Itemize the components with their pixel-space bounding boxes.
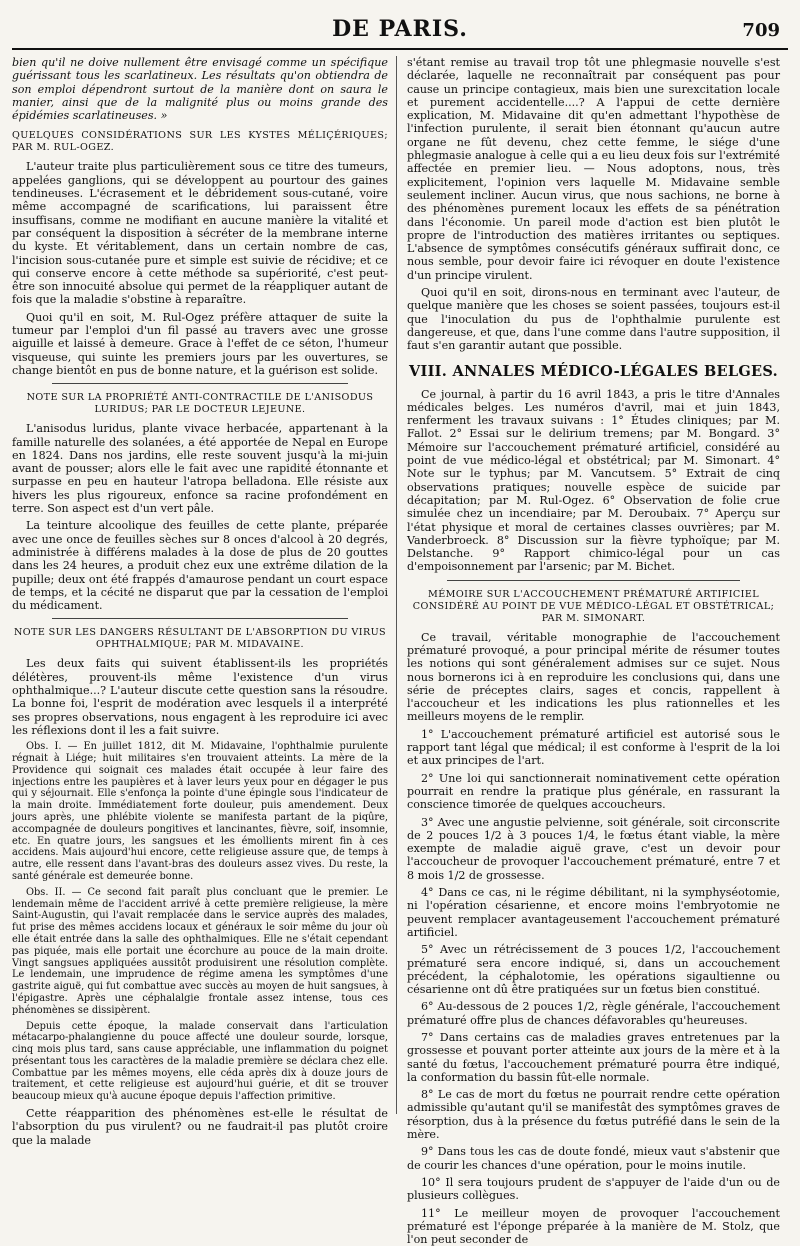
paragraph: Quoi qu'il en soit, M. Rul-Ogez préfère attaquer de suite la tumeur par l'emploi d'un fil passé au travers avec une grosse aiguille et laissé à demeure. Grace à l'effet de ce séton, l'humeur visqueuse, qui suinte les premiers jours par les ouvertures, se change bientôt en pus de bonne nature, et la guérison est solide. (12, 310, 388, 377)
section-heading: NOTE SUR LA PROPRIÉTÉ ANTI-CONTRACTILE DE L'ANISODUS LURIDUS; PAR LE DOCTEUR LEJEUNE. (26, 392, 374, 416)
running-header (12, 10, 788, 50)
list-item: 1° L'accouchement prématuré artificiel est autorisé sous le rapport tant légal que médical; il est conforme à l'esprit de la loi et aux principes de l'art. (407, 727, 780, 768)
list-item: 10° Il sera toujours prudent de s'appuyer de l'aide d'un ou de plusieurs collègues. (407, 1175, 780, 1203)
list-item: 5° Avec un rétrécissement de 3 pouces 1/2, l'accouchement prématuré sera encore indiqué, si, dans un accouchement précédent, la céphalotomie, les opérations sigaultienne ou césarienne ont dû être pratiquées sur un fœtus bien constitué. (407, 943, 780, 997)
chapter-heading: VIII. ANNALES MÉDICO-LÉGALES BELGES. (408, 362, 779, 380)
section-heading: NOTE SUR LES DANGERS RÉSULTANT DE L'ABSORPTION DU VIRUS OPHTHALMIQUE; PAR M. MIDAVAINE. (13, 627, 387, 651)
paragraph: Obs. II. — Ce second fait paraît plus concluant que le premier. Le lendemain même de l'accident arrivé à cette première religieuse, la mère Saint-Augustin, qui l'avait remplacée dans le service auprès des malades, fut prise des mêmes accidens locaux et généraux le soir même du jour où elle était entrée dans la salle des ophthalmiques. Elle ne s'était cependant pas piquée, mais elle portait une écorchure au pouce de la main droite. Vingt sangsues appliquées aussitôt produisirent une résolution complète. Le lendemain, une imprudence de régime amena les symptômes d'une gastrite aiguë, qui fut combattue avec succès au moyen de huit sangsues, à l'épigastre. Après une céphalalgie frontale assez intense, tous ces phénomènes se dissipèrent. (12, 886, 388, 1016)
divider (52, 383, 348, 384)
list-item: 3° Avec une angustie pelvienne, soit générale, soit circonscrite de 2 pouces 1/2 à 3 pouces 1/4, le fœtus étant viable, la mère exempte de maladie aiguë grave, c'est un devoir pour l'accoucheur de provoquer l'accouchement prématuré, entre 7 et 8 mois 1/2 de grossesse. (407, 815, 780, 882)
paragraph: Ce travail, véritable monographie de l'accouchement prématuré provoqué, a pour principal mérite de résumer toutes les notions qui sont généralement admises sur ce sujet. Nous nous bornerons ici à en reproduire les conclusions qui, dans une série de préceptes clairs, sages et concis, rappellent à l'accoucheur et les indications les plus rationnelles et les meilleurs moyens de le remplir. (407, 630, 780, 724)
paragraph: s'étant remise au travail trop tôt une phlegmasie nouvelle s'est déclarée, laquelle ne reconnaîtrait par conséquent pas pour cause un principe contagieux, mais bien une surexcitation locale et purement accidentelle....? A l'appui de cette dernière explication, M. Midavaine dit qu'en admettant l'hypothèse de l'infection purulente, il serait bien étonnant qu'aucun autre organe ne fût devenu, chez cette femme, le siége d'une phlegmasie analogue à celle qui a eu lieu deux fois sur l'extrémité affectée en premier lieu. — Nous adoptons, nous, très explicitement, l'opinion vers laquelle M. Midavaine semble seulement incliner. Aucun virus, que nous sachions, ne borne à des phénomènes purement locaux les effets de sa pénétration dans l'économie. Un pareil mode d'action est bien plutôt le propre de l'introduction des matières irritantes ou septiques. L'absence de symptômes consécutifs généraux suffirait donc, ce nous semble, pour devoir faire ici révoquer en doute l'existence d'un principe virulent. (407, 56, 780, 282)
paragraph: Depuis cette époque, la malade conservait dans l'articulation métacarpo-phalangienne du pouce affecté une douleur sourde, lorsque, cinq mois plus tard, sans cause appréciable, une inflammation du poignet présentant tous les caractères de la maladie première se déclara chez elle. Combattue par les mêmes moyens, elle céda après dix à douze jours de traitement, et cette religieuse est aujourd'hui guérie, et dit se trouver beaucoup mieux qu'à aucune époque depuis l'affection primitive. (12, 1020, 388, 1103)
running-title: DE PARIS. (332, 16, 468, 42)
divider (447, 580, 740, 581)
numbered-list (407, 728, 780, 1246)
right-column (396, 56, 780, 1246)
section-heading: QUELQUES CONSIDÉRATIONS SUR LES KYSTES MÉLIÇÉRIQUES; PAR M. RUL-OGEZ. (12, 130, 388, 154)
divider (52, 618, 348, 619)
list-item: 2° Une loi qui sanctionnerait nominativement cette opération pourrait en rendre la pratique plus générale, en rassurant la conscience timorée de quelques accoucheurs. (407, 771, 780, 812)
list-item: 6° Au-dessous de 2 pouces 1/2, règle générale, l'accouchement prématuré offre plus de chances défavorables qu'heureuses. (407, 1000, 780, 1027)
paragraph: Ce journal, à partir du 16 avril 1843, a pris le titre d'Annales médicales belges. Les numéros d'avril, mai et juin 1843, renferment les travaux suivans : 1° Études cliniques; par M. Fallot. 2° Essai sur le delirium tremens; par M. Bongard. 3° Mémoire sur l'accouchement prématuré artificiel, considéré au point de vue médico-légal et obstétrical; par M. Simonart. 4° Note sur le typhus; par M. Vancutsem. 5° Extrait de cinq observations pratiques; nouvelle espèce de suicide par décapitation; par M. Rul-Ogez. 6° Observation de folie crue simulée chez un incendiaire; par M. Deroubaix. 7° Aperçu sur l'état physique et moral de certaines classes ouvrières; par M. Vanderbroeck. 8° Discussion sur la fièvre typhoïque; par M. Delstanche. 9° Rapport chimico-légal pour un cas d'empoisonnement par l'arsenic; par M. Bichet. (407, 387, 780, 574)
paragraph: Obs. I. — En juillet 1812, dit M. Midavaine, l'ophthalmie purulente régnait à Liége; huit militaires s'en trouvaient atteints. La mère de la Providence qui soignait ces malades était occupée à leur faire des injections entre les paupières et à laver leurs yeux pour en dégager le pus qui y séjournait. Elle s'enfonça la pointe d'une épingle sous l'indicateur de la main droite. Immédiatement forte douleur, puis amendement. Deux jours après, une phlébite violente se manifesta partant de la piqûre, accompagnée de douleurs pongitives et lancinantes, fièvre, soif, insomnie, etc. En quatre jours, les sangsues et les émollients mirent fin à ces accidens. Mais aujourd'hui encore, cette religieuse assure que, de temps à autre, elle ressent dans l'avant-bras des douleurs assez vives. Du reste, la santé générale est demeurée bonne. (12, 741, 388, 882)
paragraph: Les deux faits qui suivent établissent-ils les propriétés délétères, prouvent-ils même l'existence d'un virus ophthalmique...? L'auteur discute cette question sans la résoudre. La bonne foi, l'esprit de modération avec lesquels il a interprété ses propres observations, nous engagent à les reproduire ici avec les réflexions dont il les a fait suivre. (12, 657, 388, 737)
section-heading: MÉMOIRE SUR L'ACCOUCHEMENT PRÉMATURÉ ARTIFICIEL CONSIDÉRÉ AU POINT DE VUE MÉDICO-LÉGAL ET OBSTÉTRICAL; PAR M. SIMONART. (412, 588, 775, 624)
paragraph: L'auteur traite plus particulièrement sous ce titre des tumeurs, appelées ganglions, qui se développent au pourtour des gaines tendineuses. L'écrasement et le débridement sous-cutané, voire même accompagné de scarifications, lui paraissent être insuffisans, comme ne modifiant en aucune manière la vitalité et par conséquent la disposition à sécréter de la membrane interne du kyste. Et véritablement, dans un certain nombre de cas, l'incision sous-cutanée pure et simple est suivie de récidive; et ce qui conserve encore à cette méthode sa supériorité, c'est peut-être son innocuité absolue qui permet de la réappliquer autant de fois que la maladie s'obstine à reparaître. (12, 160, 388, 307)
paragraph: bien qu'il ne doive nullement être envisagé comme un spécifique guérissant tous les scarlatineux. Les résultats qu'on obtiendra de son emploi dépendront surtout de la manière dont on saura le manier, ainsi que de la malignité plus ou moins grande des épidémies scarlatineuses. » (12, 56, 388, 123)
list-item: 9° Dans tous les cas de doute fondé, mieux vaut s'abstenir que de courir les chances d'une opération, pour le moins inutile. (407, 1145, 780, 1172)
paragraph: Cette réapparition des phénomènes est-elle le résultat de l'absorption du pus virulent? ou ne faudrait-il pas plutôt croire que la malade (12, 1107, 388, 1147)
paragraph: L'anisodus luridus, plante vivace herbacée, appartenant à la famille naturelle des solanées, a été apportée de Nepal en Europe en 1824. Dans nos jardins, elle reste souvent jusqu'à la mi-juin avant de pousser; alors elle le fait avec une rapidité étonnante et surpasse en peu en hauteur l'atropa belladona. Elle résiste aux hivers les plus rigoureux, enfonce sa racine profondément en terre. Son aspect est d'un vert pâle. (12, 422, 388, 516)
left-column (12, 56, 396, 1147)
list-item: 11° Le meilleur moyen de provoquer l'accouchement prématuré est l'éponge préparée à la manière de M. Stolz, que l'on peut seconder de (407, 1206, 780, 1246)
list-item: 7° Dans certains cas de maladies graves entretenues par la grossesse et pouvant porter atteinte aux jours de la mère et à la santé du fœtus, l'accouchement prématuré pourra être indiqué, la conformation du bassin fût-elle normale. (407, 1031, 780, 1084)
page-number: 709 (742, 20, 780, 41)
paragraph: Quoi qu'il en soit, dirons-nous en terminant avec l'auteur, de quelque manière que les choses se soient passées, toujours est-il que l'inoculation du pus de l'ophthalmie purulente est dangereuse, et que, dans l'une comme dans l'autre supposition, il faut s'en garantir autant que possible. (407, 286, 780, 353)
paragraph: La teinture alcoolique des feuilles de cette plante, préparée avec une once de feuilles sèches sur 8 onces d'alcool à 20 degrés, administrée à différens malades à la dose de plus de 20 gouttes dans les 24 heures, a produit chez eux une extrême dilation de la pupille; deux ont été frappés d'amaurose pendant un court espace de temps, et la cécité ne disparut que par la cessation de l'emploi du médicament. (12, 519, 388, 613)
list-item: 8° Le cas de mort du fœtus ne pourrait rendre cette opération admissible qu'autant qu'il se manifestât des symptômes graves de résorption, dus à la présence du fœtus putréfié dans le sein de la mère. (407, 1088, 780, 1142)
list-item: 4° Dans ce cas, ni le régime débilitant, ni la symphyséotomie, ni l'opération césarienne, et encore moins l'embryotomie ne peuvent remplacer avantageusement l'accouchement prématuré artificiel. (407, 886, 780, 939)
